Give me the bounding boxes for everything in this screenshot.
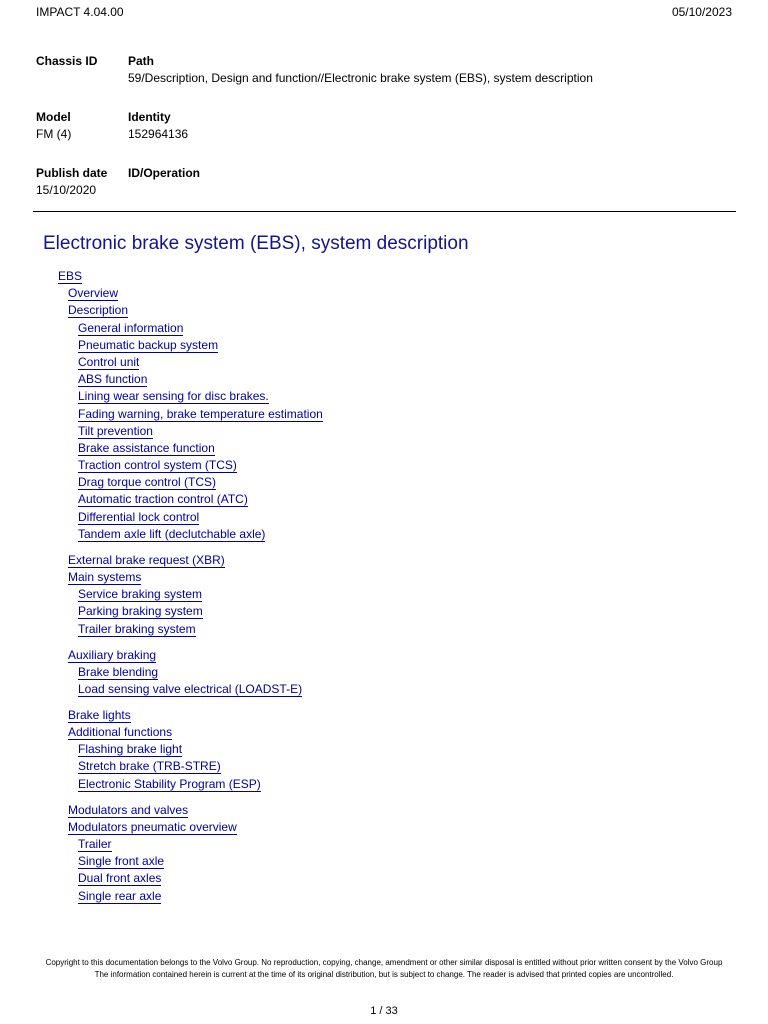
page-header bbox=[36, 5, 732, 21]
toc-link-brake-assistance[interactable]: Brake assistance function bbox=[78, 440, 215, 455]
toc-item bbox=[0, 724, 768, 741]
toc-link-pneumatic-backup-system[interactable]: Pneumatic backup system bbox=[78, 337, 219, 352]
print-date: 05/10/2023 bbox=[671, 5, 732, 19]
toc-link-trailer-braking-system[interactable]: Trailer braking system bbox=[78, 621, 196, 636]
toc-item bbox=[0, 853, 768, 870]
toc-link-differential-lock-control[interactable]: Differential lock control bbox=[78, 509, 200, 524]
toc-item bbox=[0, 474, 768, 491]
table-of-contents bbox=[0, 268, 768, 905]
path-label: Path bbox=[128, 54, 155, 68]
toc-link-parking-braking-system[interactable]: Parking braking system bbox=[78, 604, 203, 619]
toc-link-tilt-prevention[interactable]: Tilt prevention bbox=[78, 423, 153, 438]
meta-row-model-identity bbox=[36, 109, 736, 149]
toc-item bbox=[0, 526, 768, 543]
toc-item bbox=[0, 741, 768, 758]
model-value: FM (4) bbox=[36, 127, 72, 141]
toc-link-overview[interactable]: Overview bbox=[68, 286, 119, 301]
toc-item bbox=[0, 802, 768, 819]
toc-link-single-front-axle[interactable]: Single front axle bbox=[78, 854, 165, 869]
toc-link-brake-lights[interactable]: Brake lights bbox=[68, 707, 131, 722]
toc-link-ebs[interactable]: EBS bbox=[58, 269, 83, 283]
toc-link-single-rear-axle[interactable]: Single rear axle bbox=[78, 888, 162, 903]
toc-item bbox=[0, 371, 768, 388]
toc-link-external-brake-request[interactable]: External brake request (XBR) bbox=[68, 552, 225, 567]
toc-link-lining-wear-sensing[interactable]: Lining wear sensing for disc brakes. bbox=[78, 389, 269, 404]
page-number: 1 / 33 bbox=[370, 1005, 398, 1017]
toc-link-control-unit[interactable]: Control unit bbox=[78, 354, 140, 369]
toc-link-abs-function[interactable]: ABS function bbox=[78, 372, 148, 387]
id-operation-label: ID/Operation bbox=[128, 166, 201, 180]
toc-item bbox=[0, 457, 768, 474]
publish-date-label: Publish date bbox=[36, 166, 108, 180]
toc-link-main-systems[interactable]: Main systems bbox=[68, 569, 142, 584]
toc-item bbox=[0, 836, 768, 853]
header-divider bbox=[33, 211, 736, 212]
toc-item bbox=[0, 509, 768, 526]
toc-link-modulators-and-valves[interactable]: Modulators and valves bbox=[68, 802, 189, 817]
toc-item bbox=[0, 647, 768, 664]
toc-link-automatic-traction-control[interactable]: Automatic traction control (ATC) bbox=[78, 492, 248, 507]
identity-label: Identity bbox=[128, 110, 171, 124]
toc-link-drag-torque-control[interactable]: Drag torque control (TCS) bbox=[78, 475, 217, 490]
toc-link-general-information[interactable]: General information bbox=[78, 320, 184, 335]
copyright-footer bbox=[30, 957, 738, 981]
toc-item bbox=[0, 776, 768, 793]
toc-item bbox=[0, 320, 768, 337]
toc-link-flashing-brake-light[interactable]: Flashing brake light bbox=[78, 742, 183, 757]
toc-link-dual-front-axles[interactable]: Dual front axles bbox=[78, 871, 162, 886]
toc-item bbox=[0, 302, 768, 319]
toc-item bbox=[0, 707, 768, 724]
toc-link-additional-functions[interactable]: Additional functions bbox=[68, 725, 173, 740]
toc-link-description[interactable]: Description bbox=[68, 303, 129, 318]
toc-link-service-braking-system[interactable]: Service braking system bbox=[78, 587, 203, 602]
app-version: IMPACT 4.04.00 bbox=[36, 5, 124, 19]
toc-item bbox=[0, 819, 768, 836]
toc-item bbox=[0, 888, 768, 905]
meta-row-chassis-path bbox=[36, 53, 736, 93]
chassis-id-label: Chassis ID bbox=[36, 54, 98, 68]
toc-item bbox=[0, 285, 768, 302]
toc-item bbox=[0, 552, 768, 569]
toc-link-trailer[interactable]: Trailer bbox=[78, 837, 112, 851]
toc-link-traction-control[interactable]: Traction control system (TCS) bbox=[78, 458, 237, 473]
toc-item bbox=[0, 586, 768, 603]
toc-item bbox=[0, 423, 768, 440]
toc-item bbox=[0, 406, 768, 423]
toc-item bbox=[0, 491, 768, 508]
document-title: Electronic brake system (EBS), system description bbox=[43, 233, 469, 254]
toc-item bbox=[0, 440, 768, 457]
toc-link-esp[interactable]: Electronic Stability Program (ESP) bbox=[78, 776, 261, 791]
toc-link-auxiliary-braking[interactable]: Auxiliary braking bbox=[68, 647, 157, 662]
toc-item bbox=[0, 758, 768, 775]
toc-item bbox=[0, 870, 768, 887]
meta-row-publish-operation bbox=[36, 165, 736, 205]
toc-item bbox=[0, 354, 768, 371]
toc-item bbox=[0, 621, 768, 638]
toc-item bbox=[0, 337, 768, 354]
toc-link-modulators-pneumatic-overview[interactable]: Modulators pneumatic overview bbox=[68, 819, 237, 834]
toc-item bbox=[0, 603, 768, 620]
toc-item bbox=[0, 664, 768, 681]
toc-link-tandem-axle-lift[interactable]: Tandem axle lift (declutchable axle) bbox=[78, 526, 266, 541]
toc-item bbox=[0, 569, 768, 586]
publish-date-value: 15/10/2020 bbox=[36, 183, 97, 197]
distribution-notice: The information contained herein is current at the time of its original distribution, but is subject to change. The reader is advised that printed copies are uncontrolled. bbox=[94, 970, 674, 979]
toc-link-stretch-brake[interactable]: Stretch brake (TRB-STRE) bbox=[78, 759, 221, 774]
toc-link-load-sensing-valve[interactable]: Load sensing valve electrical (LOADST-E) bbox=[78, 681, 303, 696]
toc-link-brake-blending[interactable]: Brake blending bbox=[78, 664, 159, 679]
toc-item bbox=[0, 388, 768, 405]
toc-item bbox=[0, 268, 768, 285]
toc-link-fading-warning[interactable]: Fading warning, brake temperature estimation bbox=[78, 406, 323, 421]
toc-item bbox=[0, 681, 768, 698]
path-value: 59/Description, Design and function//Electronic brake system (EBS), system description bbox=[128, 71, 593, 85]
model-label: Model bbox=[36, 110, 71, 124]
copyright-notice: Copyright to this documentation belongs to the Volvo Group. No reproduction, copying, change, amendment or other similar disposal is entitled without prior written consent by the Volvo Group bbox=[45, 958, 723, 967]
identity-value: 152964136 bbox=[128, 127, 189, 141]
